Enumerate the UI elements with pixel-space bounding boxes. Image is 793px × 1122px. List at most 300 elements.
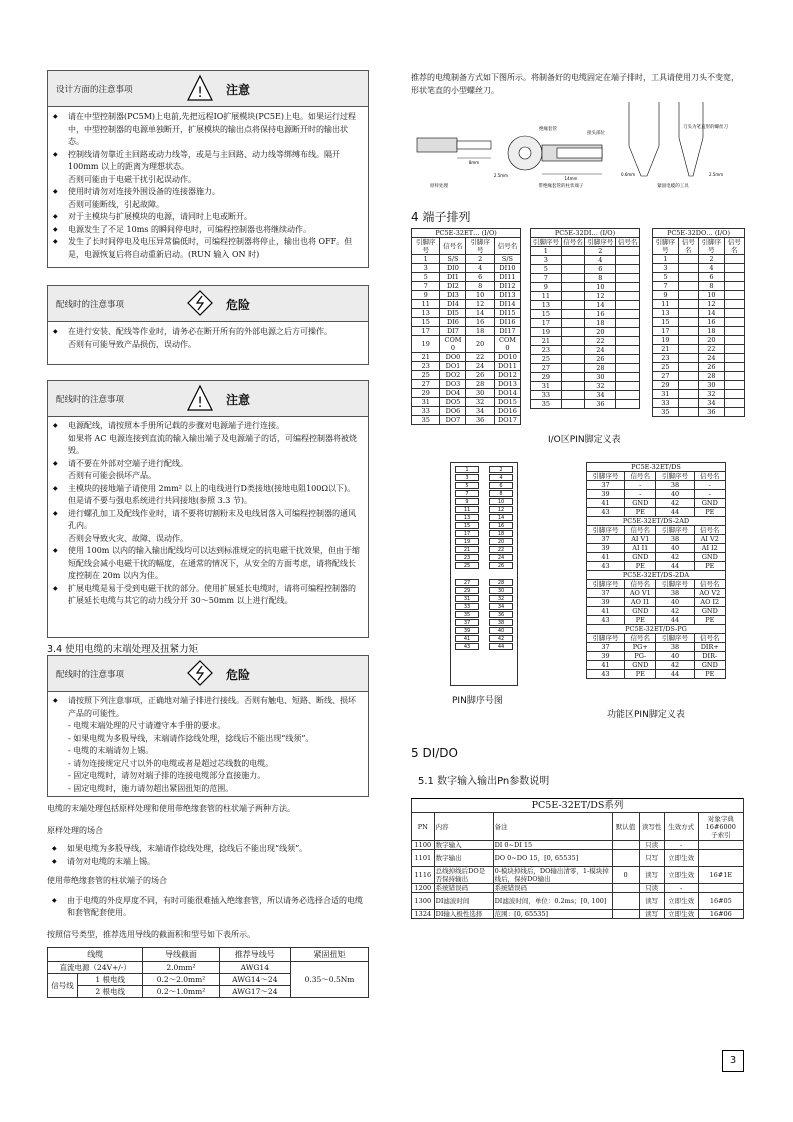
cell: 29 [653, 381, 679, 390]
para: 电缆的末端处理包括原样处理和使用带绝缘套管的柱状端子两种方法。 [47, 804, 295, 813]
pin-cell: 2 [489, 466, 513, 473]
table-row [531, 373, 640, 382]
cell: DO14 [494, 389, 520, 398]
cell: 44 [656, 508, 694, 517]
pin-row [455, 635, 513, 642]
pin-table-title: PC5E-32DI… (I/O) [531, 229, 640, 238]
cell [678, 318, 698, 327]
electric-hazard-icon [186, 659, 214, 687]
cell [616, 301, 640, 310]
svg-text:!: ! [197, 395, 203, 411]
bullet-item [48, 211, 362, 224]
pin-cell: 13 [455, 514, 479, 521]
cell: DI 0~DI 15 [493, 841, 612, 850]
table-row [412, 380, 521, 389]
cell [561, 355, 585, 364]
cell [724, 255, 744, 264]
func-table-title: PC5E-32ET/DS [587, 463, 726, 472]
table-row [587, 616, 726, 625]
func-table-header: 信号名 [625, 526, 656, 535]
pin-cell: 7 [455, 490, 479, 497]
cell: 37 [587, 481, 625, 490]
cell: DO2 [440, 371, 466, 380]
cell: 19 [653, 336, 679, 345]
warning-triangle-icon [186, 384, 214, 412]
pin-table [652, 228, 745, 417]
cell: 43 [587, 508, 625, 517]
pin-row [455, 579, 513, 586]
cell [724, 282, 744, 291]
bullet-text: ◆ 进行螺孔加工及配线作业时，请不要将切割粉末及电线屑落入可编程控制器的通风孔内。 [68, 508, 356, 530]
pin-table-header: 引脚序号 [531, 238, 562, 247]
cell: 39 [587, 490, 625, 499]
cell: 34 [585, 391, 616, 400]
cell [678, 372, 698, 381]
cell: 38 [656, 643, 694, 652]
bullet-item [48, 224, 362, 237]
cell: AI I1 [625, 544, 656, 553]
cell: 43 [587, 670, 625, 679]
table-row [531, 364, 640, 373]
func-table-header: 信号名 [625, 634, 656, 643]
td: 信号线 [48, 974, 78, 998]
cell [561, 382, 585, 391]
table-row [412, 884, 744, 893]
func-table-header: 引脚序号 [587, 472, 625, 481]
pin-cell: 38 [489, 619, 513, 626]
cell [616, 265, 640, 274]
func-table-header: 信号名 [625, 580, 656, 589]
cell: DO17 [494, 416, 520, 425]
func-table-header: 引脚序号 [656, 526, 694, 535]
cell [678, 390, 698, 399]
cell: 13 [531, 301, 562, 310]
cell: 31 [653, 390, 679, 399]
cell [616, 328, 640, 337]
cell [561, 337, 585, 346]
func-table-header: 引脚序号 [656, 580, 694, 589]
cell: 1 [653, 255, 679, 264]
cell: DO11 [494, 362, 520, 371]
pin-row [455, 474, 513, 481]
table-row [653, 372, 745, 381]
bullet-text: ◆ 由于电缆的外皮厚度不同，有时可能很难插入绝缘套管，所以请务必选择合适的电缆和套管配套使用。 [67, 895, 363, 917]
cell: PE [625, 562, 656, 571]
cell: 8 [585, 274, 616, 283]
cell: 28 [698, 372, 724, 381]
pin-table-header: 引脚序号 [653, 238, 679, 255]
sub-item: - 固定电缆时，请勿对端子排的连接电缆部分直接施力。 [68, 771, 266, 780]
cell [724, 381, 744, 390]
table-row [531, 391, 640, 400]
cell: 范围：[0, 65535] [493, 910, 612, 919]
cell [678, 399, 698, 408]
cell: 8 [466, 282, 494, 291]
bullet-text: ◆ 请按照下列注意事项，正确地对端子排进行接线。否则有触电、短路、断线、损坏产品的可能性。 [68, 696, 356, 718]
cell: 22 [698, 345, 724, 354]
table-row [412, 318, 521, 327]
bullet-text: ◆ 对于主模块与扩展模块的电源，请同时上电或断开。 [68, 212, 252, 221]
cell: 10 [698, 291, 724, 300]
bullet-text: ◆ 请勿对电缆的末端上锡。 [67, 856, 155, 866]
pin-table-header: 信号名 [616, 238, 640, 247]
cell: 22 [585, 337, 616, 346]
td: AWG17～24 [219, 986, 290, 998]
cell: DIR+ [694, 643, 725, 652]
table-row [531, 256, 640, 265]
table-row [653, 273, 745, 282]
table-row [587, 499, 726, 508]
cell [724, 291, 744, 300]
cell: 9 [531, 283, 562, 292]
cell: 24 [698, 354, 724, 363]
pin-cell: 9 [455, 498, 479, 505]
th: 紧固扭矩 [291, 948, 369, 962]
cell: PE [694, 562, 725, 571]
cell [616, 373, 640, 382]
bullet-item [48, 458, 362, 483]
cell: DO13 [494, 380, 520, 389]
func-table-header: 引脚序号 [587, 580, 625, 589]
table-row [412, 353, 521, 362]
cell: 读写 [639, 867, 664, 884]
cell: - [625, 490, 656, 499]
pin-diagram-bottom [455, 579, 513, 650]
cell: 39 [587, 598, 625, 607]
table-row [412, 371, 521, 380]
cell: 28 [466, 380, 494, 389]
cell: PG+ [625, 643, 656, 652]
func-table-header: 引脚序号 [587, 526, 625, 535]
box-header [48, 381, 368, 417]
design-caution-box [47, 70, 369, 268]
func-table-header: 信号名 [694, 472, 725, 481]
table-row [531, 301, 640, 310]
svg-text:!: ! [197, 85, 203, 101]
cell [612, 910, 639, 919]
bullet-item [47, 856, 369, 869]
box-header [48, 656, 368, 692]
cell: 读写 [639, 893, 664, 910]
pin-cell: 6 [489, 482, 513, 489]
td: AWG14 [219, 962, 290, 974]
bullet-text: ◆ 主模块的接地端子请使用 2mm² 以上的电线进行D类接地(接地电阻100Ω以下)。 [68, 483, 356, 493]
cell: DO0 [440, 353, 466, 362]
table-row [531, 346, 640, 355]
param-header: 内容 [434, 813, 493, 841]
wiring-caution-box [47, 380, 369, 638]
bullet-item [48, 186, 362, 211]
cell: DI13 [494, 291, 520, 300]
cell [678, 327, 698, 336]
cell: DI16 [494, 318, 520, 327]
cell: 32 [698, 390, 724, 399]
pin-cell: 37 [455, 619, 479, 626]
cell: 6 [466, 273, 494, 282]
pin-row [455, 466, 513, 473]
cell: AI I2 [694, 544, 725, 553]
cell: 25 [531, 355, 562, 364]
cell: 17 [653, 327, 679, 336]
cell: 26 [585, 355, 616, 364]
cell: 16 [585, 310, 616, 319]
cell: 40 [656, 490, 694, 499]
section-5-title: 5 DI/DO [411, 746, 458, 760]
para: 按照信号类型，推荐选用导线的截面积和型号如下表所示。 [47, 929, 255, 939]
cell: 28 [585, 364, 616, 373]
dim-2-5mm-b: 2.5mm [709, 172, 724, 177]
wiring-danger-box-1 [47, 285, 369, 365]
cell: 立即生效 [664, 867, 698, 884]
cell: 29 [412, 389, 440, 398]
bullet-text: 如果将 AC 电源连接到直流的输入输出端子及电源端子的话，可编程控制器将被烧毁。 [68, 433, 357, 455]
table-row [587, 661, 726, 670]
pin-row [455, 514, 513, 521]
bullet-item [48, 149, 362, 187]
cell: 11 [531, 292, 562, 301]
cell [616, 283, 640, 292]
func-table [586, 462, 726, 679]
cell [724, 354, 744, 363]
table-row [653, 354, 745, 363]
pin-cell: 10 [489, 498, 513, 505]
pin-diagram-top [455, 466, 513, 569]
param-table-title: PC5E-32ET/DS系列 [412, 799, 744, 813]
cell [561, 391, 585, 400]
cell [724, 399, 744, 408]
cell: 13 [653, 309, 679, 318]
cell: PG- [625, 652, 656, 661]
cell: 17 [531, 319, 562, 328]
cell: 9 [412, 291, 440, 300]
cell: S/S [440, 255, 466, 264]
cell: 立即生效 [664, 893, 698, 910]
cell: 34 [466, 407, 494, 416]
cell [561, 292, 585, 301]
bullet-list-b [47, 895, 369, 920]
cell: 3 [531, 256, 562, 265]
caution-label: 注意 [226, 83, 251, 97]
box-header-text: 配线时的注意事项 [56, 669, 125, 680]
pin-cell: 24 [489, 554, 513, 561]
cell: 10 [585, 283, 616, 292]
pin-row [455, 482, 513, 489]
cell [678, 408, 698, 417]
cell: 33 [653, 399, 679, 408]
table-row [412, 327, 521, 336]
cell: COM 0 [494, 336, 520, 353]
cell [678, 291, 698, 300]
table-row [587, 490, 726, 499]
pin-row [455, 506, 513, 513]
pin-table-header: 引脚序号 [412, 238, 440, 255]
danger-label: 危险 [226, 298, 251, 312]
cell: 1 [531, 247, 562, 256]
table-row [531, 355, 640, 364]
label-terminal: 接头部位 [587, 131, 605, 136]
cell: 27 [653, 372, 679, 381]
cell: 16 [698, 318, 724, 327]
pin-table-header: 引脚序号 [585, 238, 616, 247]
end-treatment-text [47, 803, 369, 941]
sub-item: - 请勿连接规定尺寸以外的电缆或者是超过芯线数的电缆。 [68, 758, 274, 768]
cell: 7 [531, 274, 562, 283]
cell: 10 [466, 291, 494, 300]
cell: - [664, 841, 698, 850]
func-table-header: 引脚序号 [656, 634, 694, 643]
cell: 0-模块掉线后，DO输出清零，1-模块掉线后，保持DO输出 [493, 867, 612, 884]
cell [616, 274, 640, 283]
cell: GND [625, 499, 656, 508]
cell: 5 [412, 273, 440, 282]
box-header-text: 配线时的注意事项 [56, 299, 125, 310]
pin-cell: 28 [489, 579, 513, 586]
bullet-item [48, 545, 362, 583]
cell [724, 345, 744, 354]
page-number: 3 [722, 1050, 744, 1072]
dim-14mm: 14mm [564, 176, 578, 181]
cell [724, 336, 744, 345]
table-row [653, 336, 745, 345]
bullet-item [48, 111, 362, 149]
cell: - [694, 481, 725, 490]
cell: 38 [656, 481, 694, 490]
cell: DI3 [440, 291, 466, 300]
cell: 36 [585, 400, 616, 409]
cell: DI输入极性选择 [434, 910, 493, 919]
cell: 23 [653, 354, 679, 363]
pin-row [455, 490, 513, 497]
cell: 1116 [412, 867, 435, 884]
func-caption: 功能区PIN脚定义表 [607, 710, 685, 720]
cell: 7 [653, 282, 679, 291]
cell: 1324 [412, 910, 435, 919]
cell: GND [694, 607, 725, 616]
cell [561, 274, 585, 283]
bullet-text: ◆ 在进行安装、配线等作业时，请务必在断开所有的外部电源之后方可操作。 [68, 327, 332, 336]
cell [678, 363, 698, 372]
cell: DI2 [440, 282, 466, 291]
warning-triangle-icon [186, 74, 214, 102]
sub-item: - 电缆的末端请勿上锡。 [68, 746, 154, 755]
cell [561, 301, 585, 310]
pin-table-header: 引脚序号 [466, 238, 494, 255]
cell: 11 [412, 300, 440, 309]
pin-cell: 22 [489, 546, 513, 553]
cell: DO 0~DO 15，[0, 65535] [493, 850, 612, 867]
wiring-danger-list-2 [48, 692, 368, 795]
cell: AO I2 [694, 598, 725, 607]
dim-2-5mm-a: 2.5mm [493, 173, 509, 178]
cell: 立即生效 [664, 910, 698, 919]
table-row [587, 562, 726, 571]
cell: 33 [531, 391, 562, 400]
cell: DO15 [494, 398, 520, 407]
table-row [412, 264, 521, 273]
cell [678, 273, 698, 282]
box-header-text: 设计方面的注意事项 [56, 84, 133, 95]
cell [616, 310, 640, 319]
cell: DO12 [494, 371, 520, 380]
cell: 14 [585, 301, 616, 310]
pin-row [455, 546, 513, 553]
sub-item: - 电缆末端处理的尺寸请遵守本手册的要求。 [68, 721, 226, 730]
cable-figure [411, 98, 746, 188]
cell: 21 [412, 353, 440, 362]
bullet-text: ◆ 扩展电缆是易于受到电磁干扰的部分。使用扩展延长电缆时，请将可编程控制器的扩展延长电缆与其它的动力线分开 30～50mm 以上进行配线。 [68, 583, 356, 605]
pin-row [455, 643, 513, 650]
pin-table-header: 信号名 [561, 238, 585, 247]
cell: 30 [466, 389, 494, 398]
cell [724, 372, 744, 381]
bullet-text: ◆ 如果电缆为多股导线，末端请作捻线处理，捻线后不能出现“线须”。 [67, 844, 308, 853]
cell: - [694, 490, 725, 499]
wire-spec-table [47, 947, 369, 998]
section-4-title: 4 端子排列 [411, 210, 471, 224]
cell [561, 256, 585, 265]
cell [724, 309, 744, 318]
io-caption: I/O区PIN脚定义表 [548, 435, 621, 445]
cell [678, 381, 698, 390]
dim-8mm: 8mm [468, 160, 480, 165]
pin-cell: 30 [489, 587, 513, 594]
cell: DO1 [440, 362, 466, 371]
cell: DI12 [494, 282, 520, 291]
cell: 18 [585, 319, 616, 328]
pin-cell: 20 [489, 538, 513, 545]
cell [724, 363, 744, 372]
table-row [412, 416, 521, 425]
cell: DI6 [440, 318, 466, 327]
cell: 25 [653, 363, 679, 372]
cell: PE [694, 670, 725, 679]
cell: COM 0 [440, 336, 466, 353]
func-table-header: 信号名 [694, 634, 725, 643]
pin-cell: 15 [455, 522, 479, 529]
cell: 13 [412, 309, 440, 318]
table-row [412, 398, 521, 407]
cell: DI4 [440, 300, 466, 309]
caption-raw: 原样处理 [430, 184, 448, 188]
cell: GND [694, 553, 725, 562]
cell: 16#06 [698, 910, 743, 919]
cell: 21 [653, 345, 679, 354]
cell: 1100 [412, 841, 435, 850]
cell: 42 [656, 553, 694, 562]
cell: DI1 [440, 273, 466, 282]
cell: 23 [412, 362, 440, 371]
pin-cell: 12 [489, 506, 513, 513]
pin-row [455, 611, 513, 618]
cell: DO10 [494, 353, 520, 362]
cell: 37 [587, 589, 625, 598]
cell [724, 390, 744, 399]
func-table-header: 信号名 [625, 472, 656, 481]
table-row [412, 893, 744, 910]
table-row [412, 910, 744, 919]
table-row [531, 247, 640, 256]
tool-note: 刀头为笔直形的螺丝刀 [683, 125, 728, 130]
cell: 40 [656, 544, 694, 553]
cell: DI0 [440, 264, 466, 273]
cell: 15 [531, 310, 562, 319]
cell: PE [694, 508, 725, 517]
cell [561, 265, 585, 274]
pin-table-header: 引脚序号 [698, 238, 724, 255]
td: 1 根电线 [78, 974, 143, 986]
cell [616, 337, 640, 346]
cell: DI15 [494, 309, 520, 318]
